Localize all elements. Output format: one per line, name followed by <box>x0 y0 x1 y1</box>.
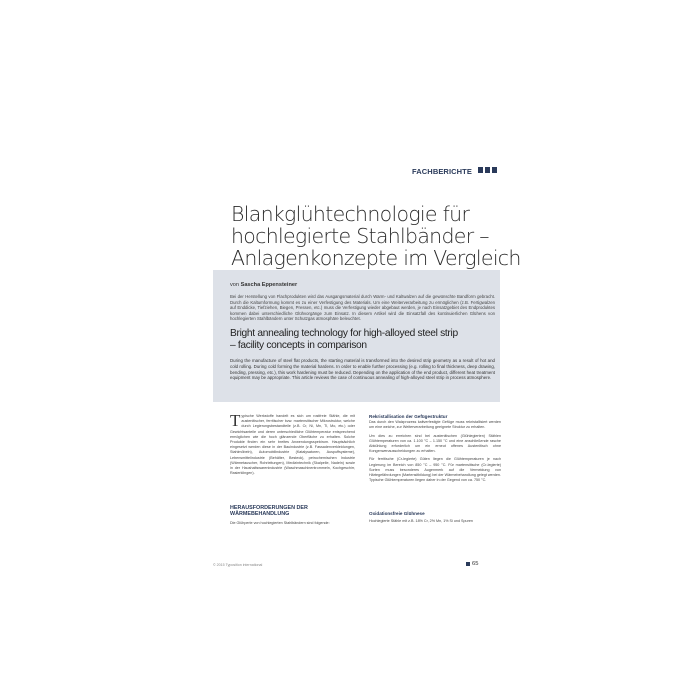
body-column-right <box>369 414 501 486</box>
section-heading-line: WÄRMEBEHANDLUNG <box>230 511 290 518</box>
english-title-line: Bright annealing technology for high-alloyed steel strip <box>230 328 458 339</box>
article-title-line: Blankglühtechnologie für <box>231 202 470 226</box>
square-icon <box>466 562 470 566</box>
paragraph: Das durch den Walzprozess kaltverfestigte Gefüge muss rekristallisiert werden um eine weiche, zur Weiterverarbeitung geeignete Struktur zu erhalten. <box>369 420 501 430</box>
body-text: ypische Werkstoffe handelt es sich um rostfreie Stähle, die mit austenitischer, ferritischer bzw. martensitischer Mikrostruktur, welche durch Legierungsbestandteile (z.B. Cr, Ni, Mn, Ti, Mo, etc.) oder Gewichtsanteile und deren unterschiedliche Glühtemperatur entsprechend ermöglichen wie die hoch glänzende Oberfläche zu erhalten. Solche Produkte finden ein sehr breites Anwendungsspektrum. Hauptsächlich eingesetzt werden diese in der Bauindustrie (z.B. Fassadenverkleidungen, Stahlmöbeln), Automobilindustrie (Katalysatoren, Auspuffsysteme), Lebensmittelindustrie (Behälter, Besteck), petrochemischen Industrie (Wärmetauscher, Rohrleitungen), Medizintechnik (Skalpelle, Nadeln) sowie in der Haushaltswarenindustrie (Waschmaschinentrommeln, Kochgeschirr, Rasierklingen). <box>230 414 355 476</box>
byline-prefix: von <box>230 282 240 288</box>
english-title <box>230 328 500 352</box>
english-abstract: During the manufacture of steel flat products, the starting material is transformed into the desired strip geometry as a result of hot and cold rolling. During cold forming the material hardens. In order to enable further processing (e.g. rolling to final thickness, deep drawing, bending, pressing, etc.), this work hardening must be reduced. Depending on the application of the end product, different heat treatment equipment may be appropriate. This article reviews the case of continuous annealing of high-alloyed steel strip in process atmosphere. <box>230 358 495 381</box>
page-number: 65 <box>472 561 479 567</box>
page-number-block <box>466 561 478 567</box>
section-heading-line: HERAUSFORDERUNGEN DER <box>230 505 308 511</box>
english-title-line: – facility concepts in comparison <box>230 340 367 351</box>
footer-copyright: © 2015 Typosition international <box>213 563 263 567</box>
section-squares-icon <box>478 167 497 173</box>
article-title <box>231 203 531 269</box>
article-title-line: Anlagenkonzepte im Vergleich <box>231 246 521 270</box>
body-column-left <box>230 411 355 476</box>
body-text: Die Glühperle von hochlegierten Stahlbändern sind folgende: <box>230 521 330 525</box>
body-text: Hochlegierte Stähle mit z.B. 18% Cr, 2% Mn, 1% Si und Spuren <box>369 519 473 523</box>
section-label: FACHBERICHTE <box>412 167 472 176</box>
author-name: Sascha Eppensteiner <box>240 282 298 288</box>
paragraph: Um dies zu erreichen sind bei austenitischen (Glühlegierten) Stählen Glühtemperaturen von ca. 1.100 °C – 1.150 °C und eine anschließende rasche Abkühlung erforderlich um ein erneut offenes Austenitisch ohne Kongenwenausscheidungen zu erhalten. <box>369 433 501 454</box>
sub-heading: Oxidationsfreie Glühnese <box>369 511 425 516</box>
article-title-line: hochlegierte Stahlbänder – <box>231 224 489 248</box>
sub-heading: Rekristallisation der Gefügestruktur <box>369 414 448 419</box>
drop-cap: T <box>230 411 241 430</box>
section-heading <box>230 505 355 518</box>
paragraph: Für ferritische (Cr-legierte) Güten liegen die Glühtemperaturen je nach Legierung im Bereich von 850 °C – 950 °C. Für martensitische (Cr-legierte) Sorten muss besonderes Augenmerk auf die Vermeidung von Härtegefährdungen (Martensitbildung) bei der Wärmebehandlung gelegt werden. Typische Glühtemperaturen liegen daher in der Gegend von ca. 750 °C. <box>369 457 502 483</box>
german-abstract: Bei der Herstellung von Flachprodukten wird das Ausgangsmaterial durch Warm- und Kaltwalzen auf die gewünschte Bandform gebracht. Durch die Kaltumformung kommt es zu einer Verfestigung des Materials. Um eine Weiterverarbeitung zu ermöglichen (z.B. Fertigwalzen auf Enddicke, Tiefziehen, Biegen, Pressen, etc.) muss die Verfestigung wieder abgebaut werden, je nach Einsatzgebiet des Endproduktes kommen dabei unterschiedliche Glühvorgänge zum Einsatz. In diesem Artikel wird die Einsatzfall des kontinuierlichen Glühens von hochlegierten Stahlbändern unter Schutzgas atmosphäre beleuchtet. <box>230 294 495 322</box>
byline <box>230 282 297 288</box>
